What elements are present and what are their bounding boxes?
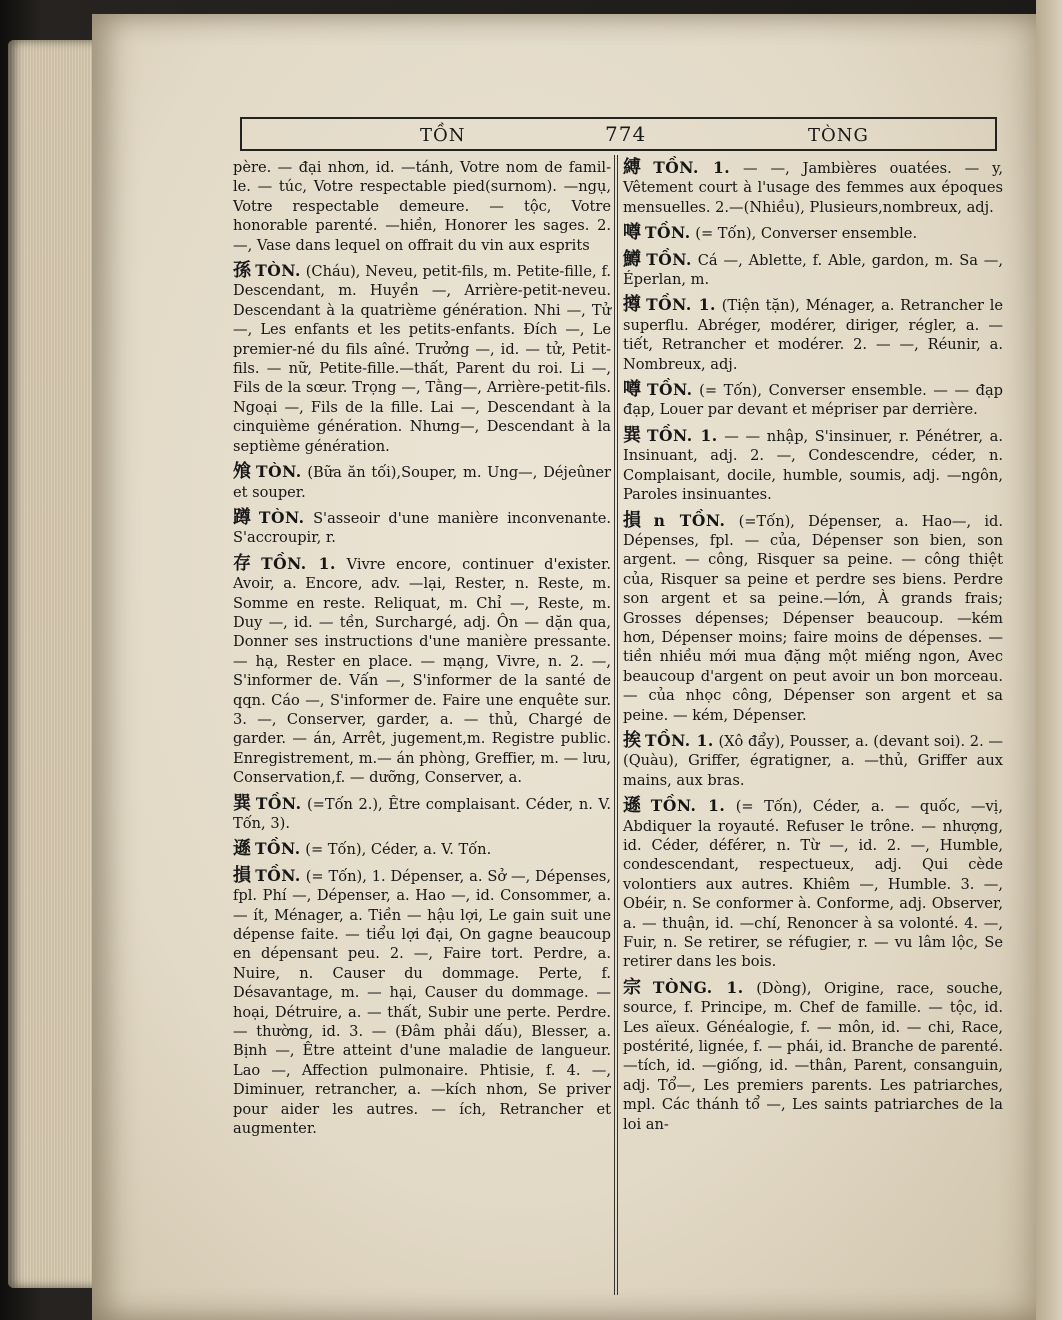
- entry-definition: — —, Jambières ouatées. — y, Vêtement court à l'usage des femmes aux époques mensuelles. 2.—(Nhiều), Plusieurs,nombreux, adj.: [623, 160, 1004, 216]
- entry-headword: TÒN.: [256, 462, 302, 482]
- entry-headword: TỒN.: [645, 223, 691, 243]
- entry-character: 縛: [623, 157, 650, 178]
- entry-headword: TỒN. 1.: [645, 730, 714, 750]
- entry-definition: (=Tốn 2.), Être complaisant. Céder, n. V. Tốn, 3).: [233, 795, 612, 832]
- page-number: 774: [605, 122, 647, 146]
- entry-definition: — — nhập, S'insinuer, r. Pénétrer, a. Insinuant, adj. 2. —, Condescendre, céder, n. Complaisant, docile, humble, soumis, adj. —ngôn, Paroles insinuantes.: [623, 427, 1004, 504]
- dictionary-entry: [233, 261, 611, 456]
- dictionary-entry: [623, 731, 1003, 790]
- entry-definition: (= Tốn), 1. Dépenser, a. Sở —, Dépenses, fpl. Phí —, Dépenser, a. Hao —, id. Consommer, a. — ít, Ménager, a. Tiền — hậu lợi, Le gain suit une dépense faite. — tiểu lợi đại, On gagne beaucoup en dépensant peu. 2. —, Faire tort. Perdre, a. Nuire, n. Causer du dommage. Perte, f. Désavantage, m. — hại, Causer du dommage. — hoại, Détruire, a. — thất, Subir une perte. Perdre. — thường, id. 3. — (Đâm phải dấu), Blesser, a. Bịnh —, Être atteint d'une maladie de langueur. Lao —, Affection pulmonaire. Phtisie, f. 4. —, Diminuer, retrancher, a. —kích nhơn, Se priver pour aider les autres. — ích, Retrancher et augmenter.: [233, 867, 612, 1138]
- dictionary-entry: [233, 508, 611, 548]
- entry-character: 巽: [623, 424, 643, 446]
- entry-headword: TỒN. 1.: [653, 158, 731, 177]
- dictionary-entry: [623, 158, 1003, 217]
- entry-definition: Cá —, Ablette, f. Able, gardon, m. Sa —, Éperlan, m.: [623, 251, 1004, 289]
- entry-character: 噂: [623, 222, 641, 244]
- dictionary-entry: [233, 866, 611, 1139]
- entry-headword: TỒN.: [646, 380, 693, 400]
- entry-character: 孫: [233, 260, 252, 282]
- entry-definition: (Dòng), Origine, race, souche, source, f. Principe, m. Chef de famille. — tộc, id. Les aïeux. Généalogie, f. — môn, id. — chi, Race, postérité, lignée, f. — phái, id. Branche de parenté. —tích, id. —giống, id. —thân, Parent, consanguin, adj. Tổ—, Les premiers parents. Les patriarches, mpl. Các thánh tổ —, Les saints patriarches de la loi an-: [623, 979, 1004, 1133]
- dictionary-entry: [623, 223, 1003, 243]
- entry-headword: TỒN.: [255, 865, 301, 885]
- dictionary-entry: [623, 380, 1003, 420]
- entry-headword: TÒNG. 1.: [652, 977, 744, 997]
- dictionary-entry: [233, 462, 611, 502]
- entry-definition: Vivre encore, continuer d'exister. Avoir, a. Encore, adv. —lại, Rester, n. Reste, m. Somme en reste. Reliquat, m. Chỉ —, Reste, m. Duy —, id. — tền, Surchargé, adj. Ôn — dặn qua, Donner ses instructions d'une manière pressante. — hạ, Rester en place. — mạng, Vivre, n. 2. —, S'informer de. Vấn —, S'informer de la santé de qqn. Cáo —, S'informer de. Faire une enquête sur. 3. —, Conserver, garder, a. — thủ, Chargé de garder. — án, Arrêt, jugement,m. Registre public. Enregistrement, m.— án phòng, Greffier, m. — lưu, Conservation,f. — dưỡng, Conserver, a.: [233, 555, 612, 787]
- entry-headword: TỒN.: [255, 839, 301, 859]
- entry-character: 損: [623, 509, 650, 531]
- entry-definition: (= Tốn), Converser ensemble.: [695, 225, 918, 243]
- entry-headword: TÒN.: [258, 507, 305, 527]
- entry-character: 鱒: [623, 248, 643, 270]
- entry-definition: (= Tốn), Céder, a. — quốc, —vị, Abdiquer la royauté. Refuser le trône. — nhượng, id. Céder, déférer, n. Từ —, id. 2. —, Humble, condescendant, respectueux, adj. Qui cède volontiers aux autres. Khiêm —, Humble. 3. —, Obéir, n. Se conformer à. Conforme, adj. Observer, a. — thuận, id. —chí, Renoncer à sa volonté. 4. —, Fuir, n. Se retirer, se réfugier, r. — vu lâm lộc, Se retirer dans les bois.: [623, 798, 1003, 971]
- dictionary-entry: [623, 978, 1003, 1134]
- entry-definition: père. — đại nhơn, id. —tánh, Votre nom de famil-le. — túc, Votre respectable pied(surnom). —ngụ, Votre respectable demeure. — tộc, Votre honorable parenté. —hiền, Honorer les sages. 2. —, Vase dans lequel on offrait du vin aux esprits: [233, 159, 611, 254]
- dictionary-entry: [623, 295, 1003, 374]
- entry-character: 存: [233, 552, 258, 574]
- entry-headword: TỒN. 1.: [650, 796, 726, 816]
- entry-character: 損: [233, 864, 252, 886]
- header-right-word: TÒNG: [808, 125, 869, 146]
- dictionary-entry: [623, 426, 1003, 505]
- dictionary-entry: [233, 794, 611, 834]
- entry-definition: (Bữa ăn tối),Souper, m. Ung—, Déjeûner et souper.: [233, 464, 612, 501]
- entry-definition: S'asseoir d'une manière inconvenante. S'accroupir, r.: [233, 509, 612, 547]
- entry-definition: (=Tốn), Dépenser, a. Hao—, id. Dépenses, fpl. — của, Dépenser son bien, son argent. — công, Risquer sa peine. — công thiệt của, Risquer sa peine et perdre ses biens. Perdre son argent et sa peine.—lớn, À grands frais; Grosses dépenses; Dépenser beaucoup. —kém hơn, Dépenser moins; faire moins de dépenses. — tiền nhiều mới mua đặng một miếng ngon, Avec beaucoup d'argent on peut avoir un bon morceau. — của nhọc công, Dépenser son argent et sa peine. — kém, Dépenser.: [623, 512, 1003, 724]
- entry-character: 遜: [623, 795, 647, 817]
- left-column: [233, 158, 611, 1145]
- column-divider: [614, 155, 618, 1295]
- entry-headword: TỒN. 1.: [261, 553, 336, 573]
- dictionary-entry: [233, 158, 611, 255]
- entry-headword: TỒN.: [255, 793, 302, 813]
- entry-headword: TÒN.: [255, 261, 301, 281]
- dictionary-entry: [623, 511, 1003, 725]
- running-header: [240, 117, 997, 151]
- entry-definition: (= Tốn), Céder, a. V. Tốn.: [305, 841, 492, 859]
- entry-headword: TỒN. 1.: [646, 425, 718, 445]
- dictionary-entry: [623, 250, 1003, 290]
- entry-character: 飧: [233, 461, 253, 483]
- right-column: [623, 158, 1003, 1140]
- dictionary-entry: [623, 796, 1003, 972]
- entry-definition: (Tiện tặn), Ménager, a. Retrancher le superflu. Abréger, modérer, diriger, régler, a. — tiết, Retrancher et modérer. 2. — —, Réunir, a. Nombreux, adj.: [623, 297, 1004, 373]
- entry-definition: (Xô đẩy), Pousser, a. (devant soi). 2. — (Quàu), Griffer, égratigner, a. —thủ, Griffer aux mains, aux bras.: [623, 732, 1004, 789]
- entry-character: 撙: [623, 294, 643, 316]
- entry-definition: (= Tốn), Converser ensemble. — — đạp đạp, Louer par devant et mépriser par derrière.: [623, 382, 1004, 419]
- entry-character: 挨: [623, 729, 642, 751]
- entry-character: 噂: [623, 379, 643, 401]
- dictionary-entry: [233, 839, 611, 859]
- entry-headword: TỒN. 1.: [646, 295, 716, 315]
- header-left-word: TỒN: [420, 125, 466, 146]
- entry-character: 蹲: [233, 506, 255, 528]
- entry-character: 宗: [623, 976, 649, 998]
- entry-headword: n TỒN.: [653, 510, 726, 530]
- entry-character: 巽: [233, 792, 252, 814]
- entry-definition: (Cháu), Neveu, petit-fils, m. Petite-fille, f. Descendant, m. Huyền —, Arrière-petit-neveu. Descendant à la quatrième génération. Nhi —, Tử —, Les enfants et les petits-enfants. Đích —, Le premier-né du fils aîné. Trưởng —, id. — tử, Petit-fils. — nữ, Petite-fille.—thất, Parent du roi. Li —, Fils de la sœur. Trọng —, Tằng—, Arrière-petit-fils. Ngoại —, Fils de la fille. Lai —, Descendant à la cinquième génération. Nhưng—, Descendant à la septième génération.: [233, 263, 612, 455]
- page-edges: [8, 40, 100, 1288]
- dictionary-entry: [233, 554, 611, 788]
- entry-character: 遜: [233, 838, 251, 860]
- next-page-strip: [1036, 0, 1062, 1320]
- entry-headword: TỒN.: [646, 249, 692, 269]
